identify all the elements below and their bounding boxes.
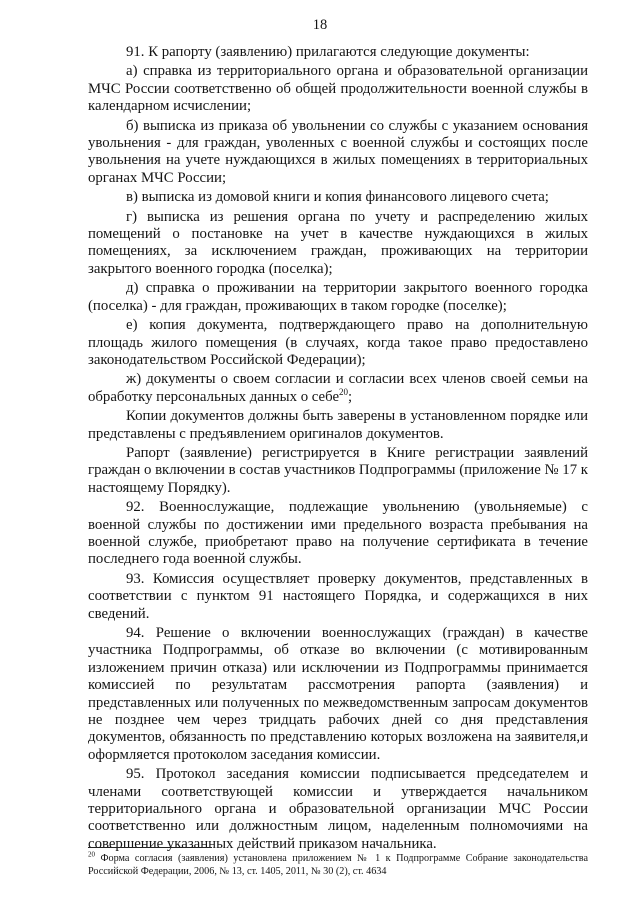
paragraph-91-d: д) справка о проживании на территории закрытого военного городка (поселка) - для граждан, проживающих в таком городке (поселке); <box>88 280 588 314</box>
paragraph-91-g: г) выписка из решения органа по учету и распределению жилых помещений о постановке на учет в качестве нуждающихся в жилых помещениях, за исключением граждан, проживающих на территории закрытого военного городка (поселка); <box>88 208 588 277</box>
paragraph-94: 94. Решение о включении военнослужащих (граждан) в качестве участника Подпрограммы, об отказе во включении (с мотивированным изложением причин отказа) или исключении из Подпрограммы принимается комиссией по результатам рассмотрения рапорта (заявления) и представленных или полученных по межведомственным запросам документов не позднее чем через тридцать рабочих дней со дня представления документов, обязанность по представлению которых возложена на заявителя,и оформляется протоколом заседания комиссии. <box>88 625 588 763</box>
page-number: 18 <box>312 17 328 33</box>
paragraph-91-zh-text: ж) документы о своем согласии и согласии всех членов своей семьи на обработку персональных данных о себе <box>88 371 588 405</box>
paragraph-92: 92. Военнослужащие, подлежащие увольнению (увольняемые) с военной службы по достижении ими предельного возраста пребывания на военной службе, приобретают право на получение сертификата в течение последнего года военной службы. <box>88 499 588 568</box>
paragraph-91-zh <box>88 371 588 406</box>
paragraph-95: 95. Протокол заседания комиссии подписывается председателем и членами соответствующей комиссии и утверждается начальником территориального органа и образовательной организации МЧС России соответственно или должностным лицом, наделенным полномочиями на совершение указанных действий приказом начальника. <box>88 766 588 852</box>
document-body <box>88 44 588 855</box>
paragraph-91-b: б) выписка из приказа об увольнении со службы с указанием основания увольнения - для граждан, уволенных с военной службы и состоящих после увольнения на учете нуждающихся в жилых помещениях в территориальных органах МЧС России; <box>88 117 588 186</box>
paragraph-91-a: а) справка из территориального органа и образовательной организации МЧС России соответственно об общей продолжительности военной службы в календарном исчислении; <box>88 63 588 115</box>
paragraph-91-intro: 91. К рапорту (заявлению) прилагаются следующие документы: <box>126 44 530 60</box>
paragraph-91-zh-end: ; <box>348 388 353 405</box>
paragraph-registration: Рапорт (заявление) регистрируется в Книге регистрации заявлений граждан о включении в состав участников Подпрограммы (приложение № 17 к настоящему Порядку). <box>88 444 588 496</box>
paragraph-91-e: е) копия документа, подтверждающего право на дополнительную площадь жилого помещения (в случаях, когда такое право предоставлено законодательством Российской Федерации); <box>88 317 588 368</box>
footnote <box>88 852 588 878</box>
paragraph-copies: Копии документов должны быть заверены в установленном порядке или представлены с предъявлением оригиналов документов. <box>88 408 588 442</box>
paragraph-91-v: в) выписка из домовой книги и копия финансового лицевого счета; <box>126 189 549 206</box>
footnote-reference: 20 <box>339 386 349 397</box>
footnote-divider <box>88 847 212 848</box>
paragraph-93: 93. Комиссия осуществляет проверку документов, представленных в соответствии с пунктом 91 настоящего Порядка, и содержащихся в них сведений. <box>88 570 588 622</box>
footnote-text: Форма согласия (заявления) установлена приложением № 1 к Подпрограмме Собрание законодательства Российской Федерации, 2006, № 13, ст. 1405, 2011, № 30 (2), ст. 4634 <box>88 853 588 877</box>
footnote-marker: 20 <box>88 850 95 859</box>
